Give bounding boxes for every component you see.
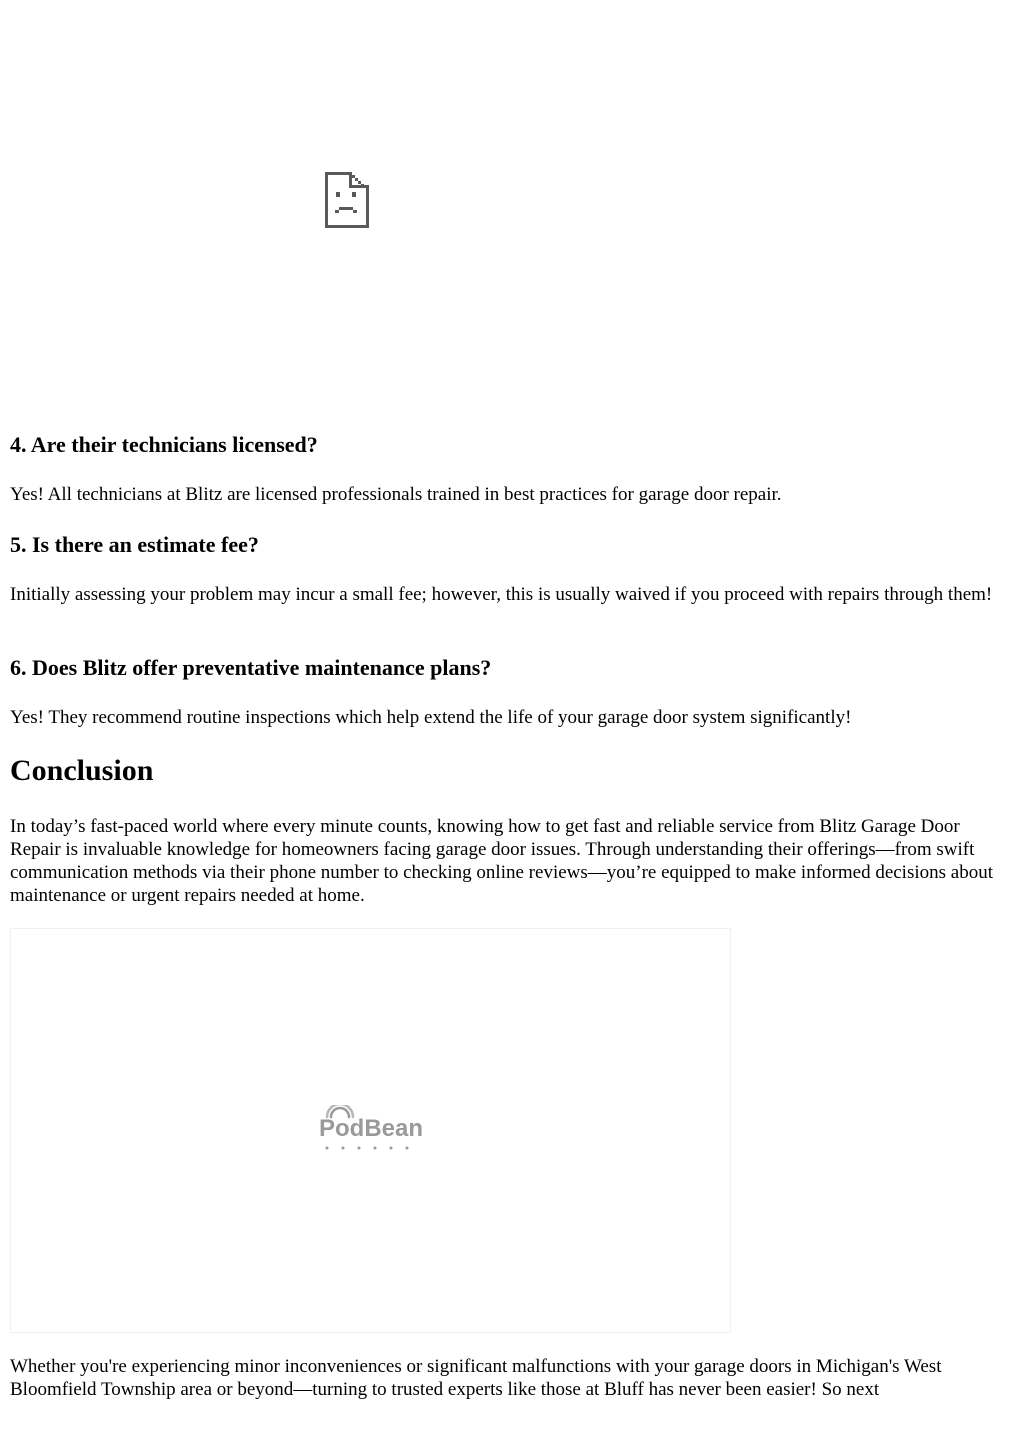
conclusion-paragraph: In today’s fast-paced world where every minute counts, knowing how to get fast and reliable service from Blitz Garage Door Repair is invaluable knowledge for homeowners facing garage door issues. Through understanding their offerings—from swift communication methods via their phone number to checking online reviews—you’re equipped to make informed decisions about maintenance or urgent repairs needed at home.: [10, 816, 993, 906]
faq-answer-4: Yes! All technicians at Blitz are licensed professionals trained in best practices for garage door repair.: [10, 484, 782, 505]
faq-question-5: 5. Is there an estimate fee?: [10, 532, 259, 557]
podbean-embed[interactable]: [10, 928, 731, 1333]
faq-answer-5: Initially assessing your problem may incur a small fee; however, this is usually waived if you proceed with repairs through them!: [10, 584, 993, 605]
podbean-logo-text: PodBean: [319, 1115, 424, 1142]
conclusion-heading: Conclusion: [10, 754, 154, 787]
broken-page-icon: [325, 172, 369, 228]
faq-question-6: 6. Does Blitz offer preventative maintenance plans?: [10, 655, 492, 680]
broken-embed: [10, 0, 690, 410]
faq-question-4: 4. Are their technicians licensed?: [10, 432, 318, 457]
faq-answer-6: Yes! They recommend routine inspections which help extend the life of your garage door system significantly!: [10, 707, 852, 728]
podbean-logo: [319, 1105, 425, 1153]
closing-paragraph: Whether you're experiencing minor inconveniences or significant malfunctions with your garage doors in Michigan's West Bloomfield Township area or beyond—turning to trusted experts like those at Bluff has never been easier! So next: [10, 1356, 942, 1400]
